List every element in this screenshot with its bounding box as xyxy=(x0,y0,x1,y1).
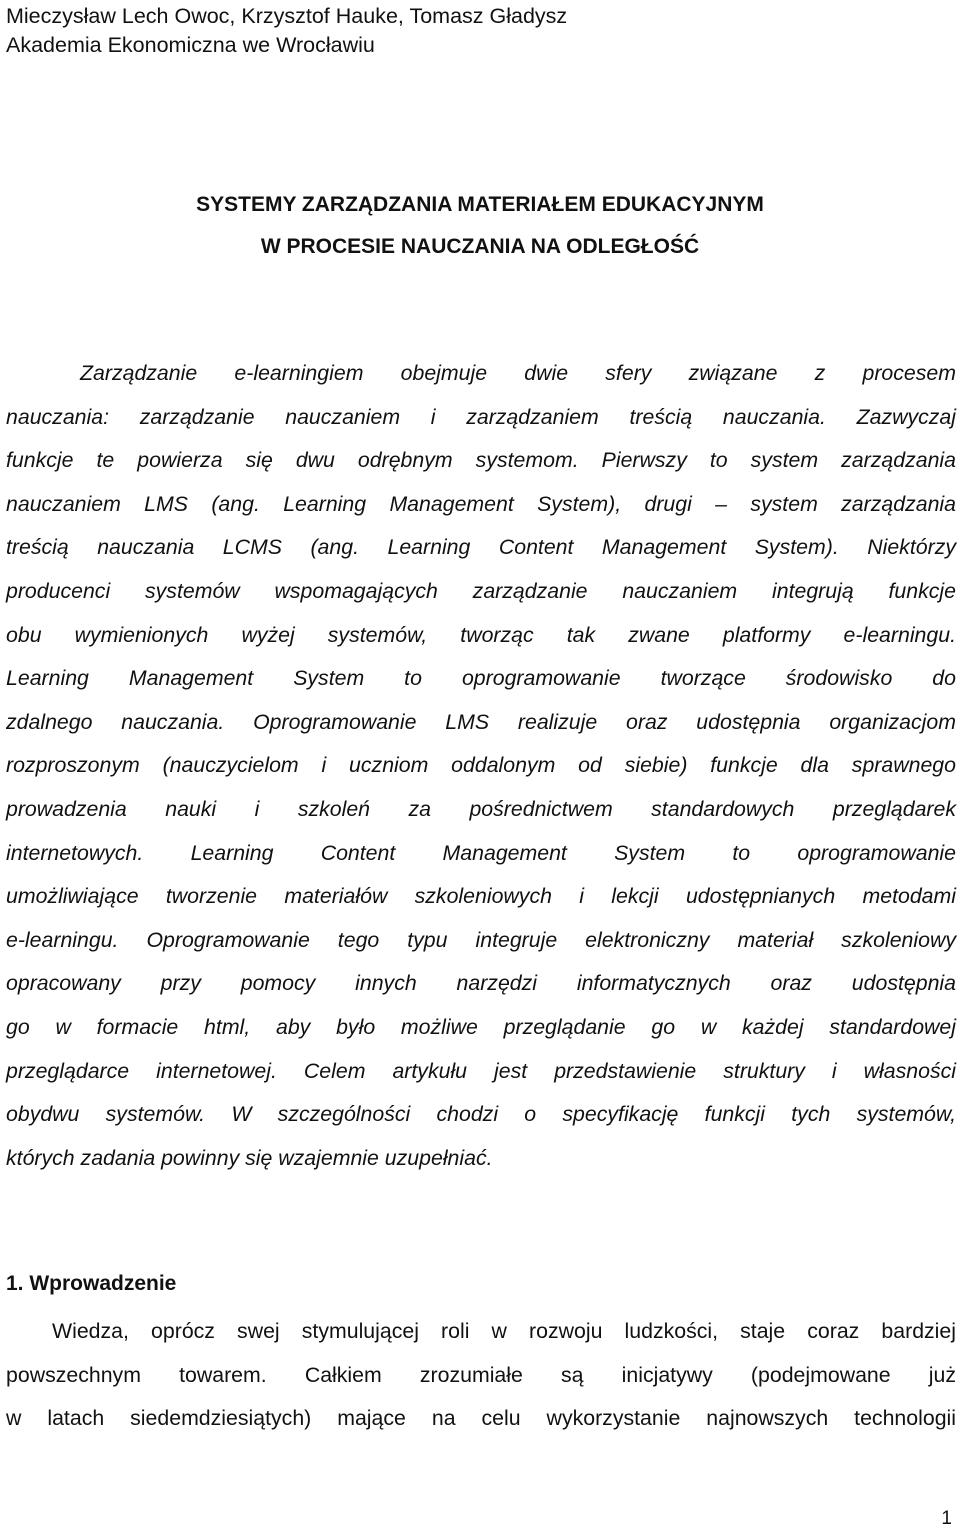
abstract-line: obu wymienionych wyżej systemów, tworząc tak zwane platformy e-learningu. xyxy=(6,622,956,647)
abstract-line: obydwu systemów. W szczególności chodzi o specyfikację funkcji tych systemów, xyxy=(6,1102,956,1127)
affiliation-line: Akademia Ekonomiczna we Wrocławiu xyxy=(6,33,375,57)
section-body xyxy=(6,1310,956,1441)
abstract-line: producenci systemów wspomagających zarządzanie nauczaniem integrują funkcje xyxy=(6,578,956,603)
abstract-line: internetowych. Learning Content Management System to oprogramowanie xyxy=(6,840,956,865)
abstract-line: Zarządzanie e-learningiem obejmuje dwie sfery związane z procesem xyxy=(80,361,956,385)
title-line-1: SYSTEMY ZARZĄDZANIA MATERIAŁEM EDUKACYJNYM xyxy=(196,193,764,216)
abstract-line: go w formacie html, aby było możliwe przeglądanie go w każdej standardowej xyxy=(6,1014,956,1039)
body-line: Wiedza, oprócz swej stymulującej roli w rozwoju ludzkości, staje coraz bardziej xyxy=(52,1319,956,1343)
abstract-line: treścią nauczania LCMS (ang. Learning Content Management System). Niektórzy xyxy=(6,535,956,560)
abstract-line: funkcje te powierza się dwu odrębnym systemom. Pierwszy to system zarządzania xyxy=(6,448,956,473)
abstract-line: umożliwiające tworzenie materiałów szkoleniowych i lekcji udostępnianych metodami xyxy=(6,884,956,909)
authors-line: Mieczysław Lech Owoc, Krzysztof Hauke, Tomasz Gładysz xyxy=(6,4,568,28)
title-line-2: W PROCESIE NAUCZANIA NA ODLEGŁOŚĆ xyxy=(260,235,700,258)
section-heading: 1. Wprowadzenie xyxy=(6,1272,177,1295)
abstract-line: nauczaniem LMS (ang. Learning Management System), drugi – system zarządzania xyxy=(6,491,956,516)
body-line: powszechnym towarem. Całkiem zrozumiałe są inicjatywy (podejmowane już xyxy=(6,1362,956,1387)
abstract-line: rozproszonym (nauczycielom i uczniom oddalonym od siebie) funkcje dla sprawnego xyxy=(6,753,956,778)
abstract-line: Learning Management System to oprogramowanie tworzące środowisko do xyxy=(6,666,956,691)
abstract-line: przeglądarce internetowej. Celem artykułu jest przedstawienie struktury i własności xyxy=(6,1058,956,1083)
abstract-line: opracowany przy pomocy innych narzędzi informatycznych oraz udostępnia xyxy=(6,971,956,996)
page-number: 1 xyxy=(941,1508,952,1529)
abstract-line: prowadzenia nauki i szkoleń za pośrednictwem standardowych przeglądarek xyxy=(6,796,956,821)
abstract-line: e-learningu. Oprogramowanie tego typu integruje elektroniczny materiał szkoleniowy xyxy=(6,927,956,952)
abstract-line: których zadania powinny się wzajemnie uzupełniać. xyxy=(6,1145,493,1170)
paper-title xyxy=(0,184,960,268)
abstract-line: nauczania: zarządzanie nauczaniem i zarządzaniem treścią nauczania. Zazwyczaj xyxy=(6,404,956,429)
author-header xyxy=(6,2,567,60)
abstract xyxy=(6,352,956,1180)
abstract-line: zdalnego nauczania. Oprogramowanie LMS realizuje oraz udostępnia organizacjom xyxy=(6,709,956,734)
body-line: w latach siedemdziesiątych) mające na celu wykorzystanie najnowszych technologii xyxy=(6,1406,956,1431)
